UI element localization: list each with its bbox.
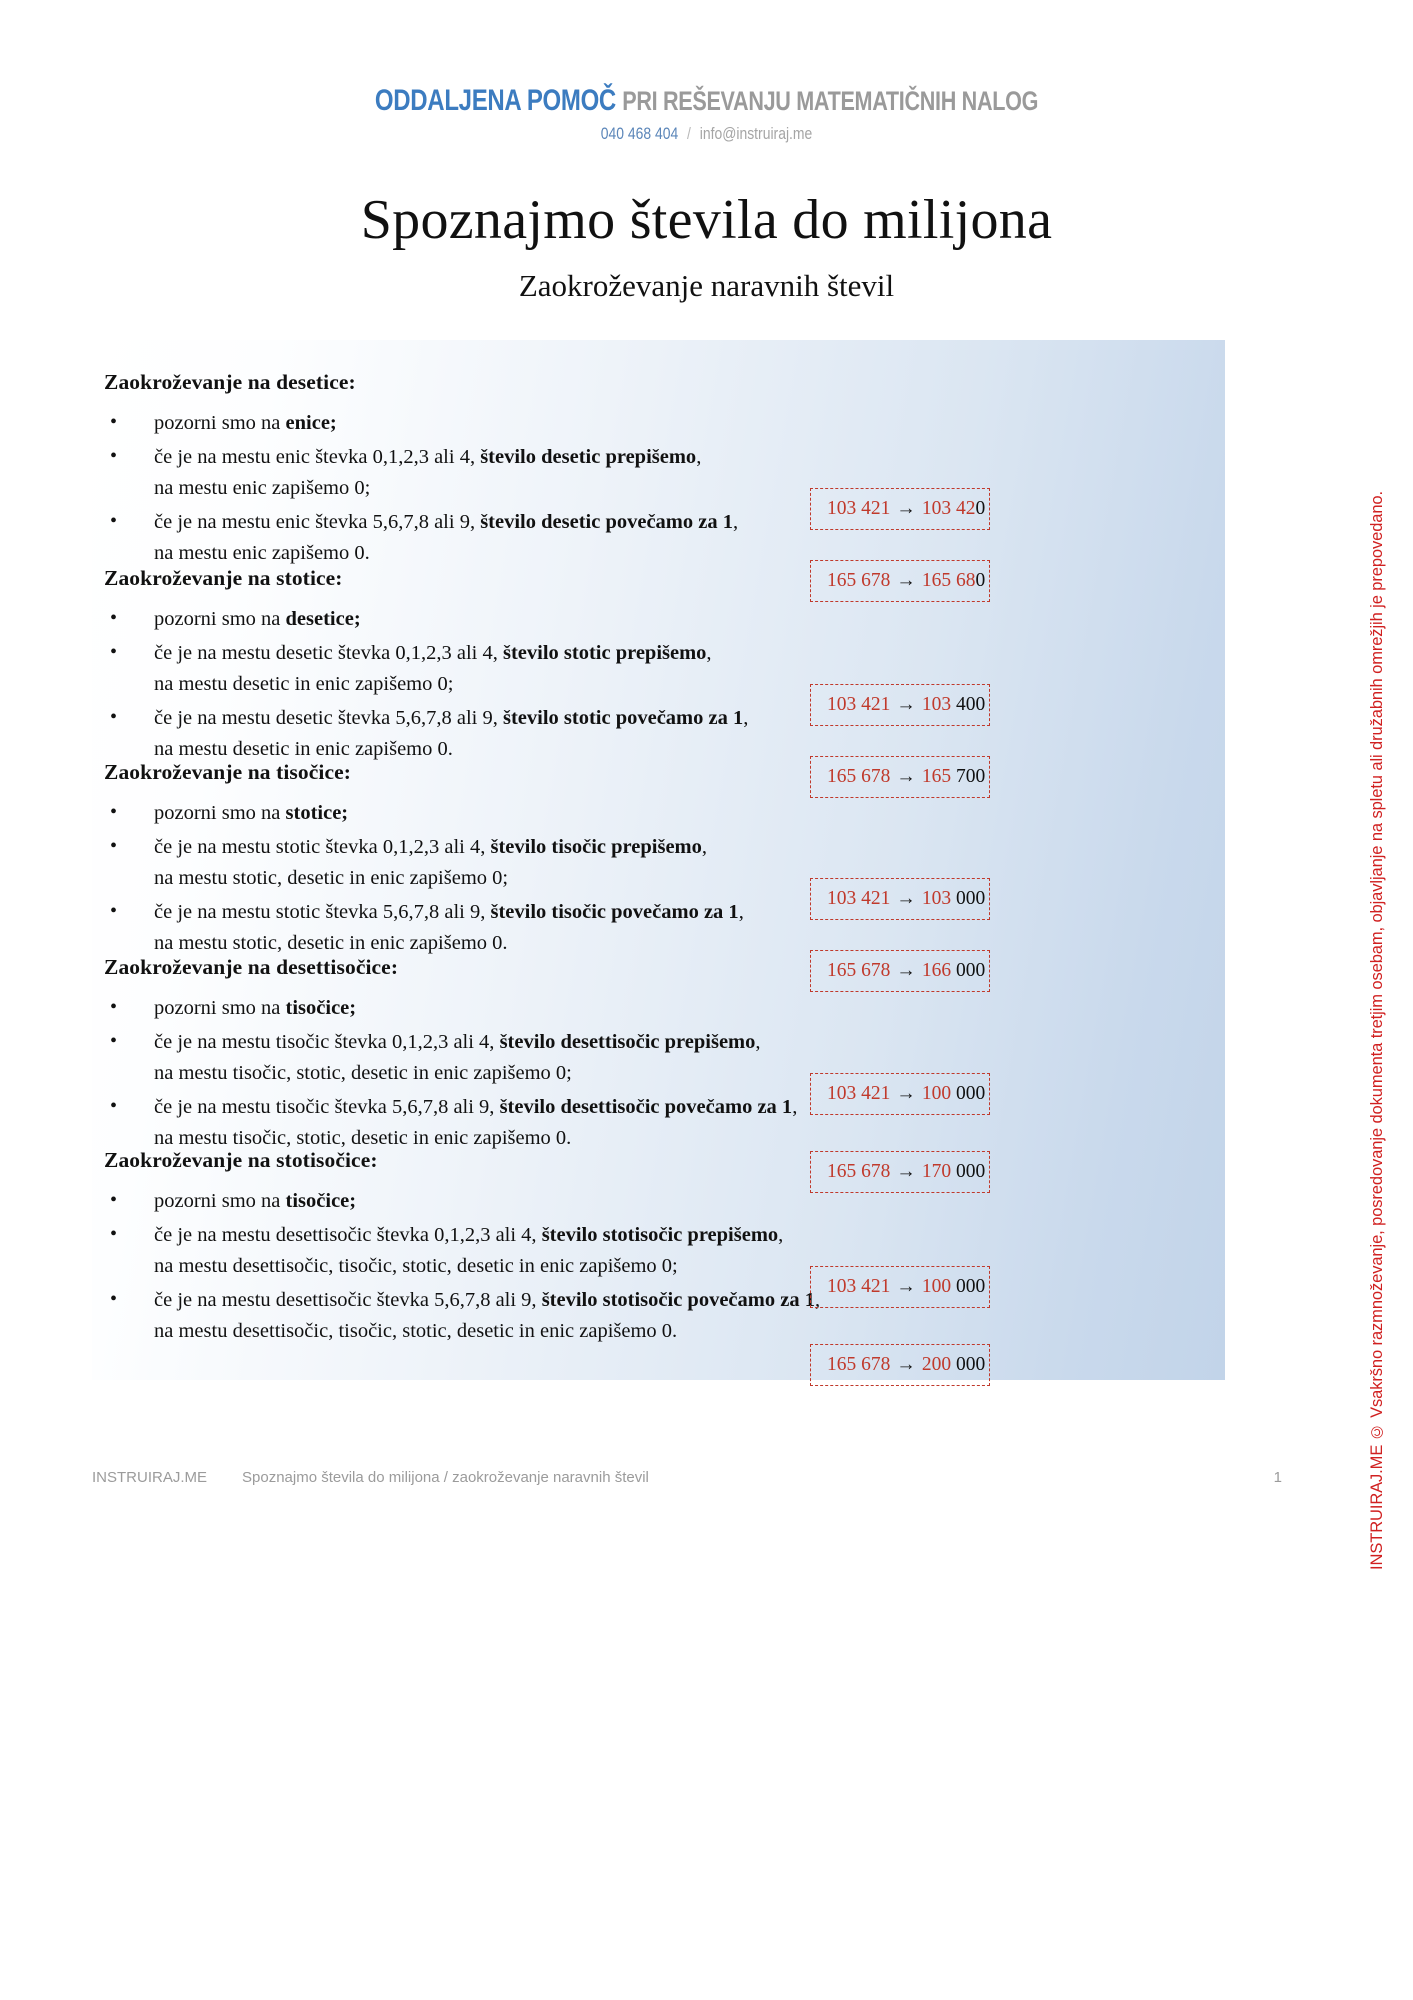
rule-text: , bbox=[732, 511, 739, 533]
example-result-prefix: 100 bbox=[921, 1083, 956, 1104]
example-source-number: 165 678 bbox=[827, 766, 891, 787]
footer-brand: INSTRUIRAJ.ME bbox=[92, 1468, 208, 1486]
example-source-number: 103 421 bbox=[827, 694, 891, 715]
example-box bbox=[810, 488, 990, 530]
rule-emphasis: število desettisočic prepišemo bbox=[499, 1031, 756, 1053]
section-heading: Zaokroževanje na tisočice: bbox=[104, 760, 352, 784]
example-result-rounded-digits: 000 bbox=[956, 1083, 986, 1104]
arrow-icon: → bbox=[896, 960, 916, 981]
rule-text: na mestu desetic in enic zapišemo 0. bbox=[154, 738, 453, 760]
rule-emphasis: stotice; bbox=[285, 802, 349, 824]
rule-item bbox=[104, 1092, 864, 1154]
rule-text: pozorni smo na bbox=[154, 1190, 286, 1212]
example-box bbox=[810, 1344, 990, 1386]
example-result-prefix: 165 68 bbox=[921, 570, 976, 591]
example-source-number: 103 421 bbox=[827, 1276, 891, 1297]
rule-text: , bbox=[696, 446, 702, 468]
rule-item bbox=[104, 507, 864, 569]
rule-section bbox=[104, 370, 864, 572]
rule-item bbox=[104, 408, 864, 439]
rule-text: pozorni smo na bbox=[154, 608, 286, 630]
rule-text: na mestu stotic, desetic in enic zapišemo 0. bbox=[154, 932, 508, 954]
example-result-rounded-digits: 000 bbox=[956, 888, 986, 909]
rule-emphasis: število stotic povečamo za 1 bbox=[502, 707, 744, 729]
rule-text: pozorni smo na bbox=[154, 997, 286, 1019]
rule-section bbox=[104, 1148, 864, 1350]
rule-text: če je na mestu stotic števka 0,1,2,3 ali 4, bbox=[154, 836, 491, 858]
arrow-icon: → bbox=[896, 1276, 916, 1297]
rule-emphasis: število desettisočic povečamo za 1 bbox=[499, 1096, 793, 1118]
example-result-rounded-digits: 0 bbox=[975, 498, 986, 519]
rule-emphasis: število desetic prepišemo bbox=[480, 446, 697, 468]
rule-text: , bbox=[701, 836, 708, 858]
rule-emphasis: število desetic povečamo za 1 bbox=[480, 511, 733, 533]
example-result-rounded-digits: 000 bbox=[956, 1354, 986, 1375]
rule-item bbox=[104, 442, 864, 504]
rule-text: če je na mestu desettisočic števka 5,6,7,8 ali 9, bbox=[154, 1289, 542, 1311]
rule-list bbox=[104, 993, 864, 1154]
rule-text: če je na mestu tisočic števka 5,6,7,8 ali 9, bbox=[154, 1096, 500, 1118]
example-result-rounded-digits: 000 bbox=[956, 1276, 986, 1297]
rule-emphasis: število tisočic povečamo za 1 bbox=[490, 901, 739, 923]
contact-email[interactable]: info@instruiraj.me bbox=[699, 124, 813, 143]
rule-emphasis: število tisočic prepišemo bbox=[490, 836, 702, 858]
section-heading: Zaokroževanje na desettisočice: bbox=[104, 955, 399, 979]
example-box bbox=[810, 684, 990, 726]
rule-item bbox=[104, 798, 864, 829]
brand-line bbox=[141, 84, 1271, 118]
rule-item bbox=[104, 1220, 864, 1282]
section-heading: Zaokroževanje na stotice: bbox=[104, 566, 343, 590]
brand-header bbox=[0, 84, 1413, 144]
arrow-icon: → bbox=[896, 1354, 916, 1375]
rule-text: , bbox=[814, 1289, 821, 1311]
brand-tagline: PRI REŠEVANJU MATEMATIČNIH NALOG bbox=[622, 86, 1039, 116]
rule-item bbox=[104, 638, 864, 700]
rule-text: , bbox=[755, 1031, 761, 1053]
rule-emphasis: število stotic prepišemo bbox=[502, 642, 707, 664]
example-result-rounded-digits: 000 bbox=[956, 960, 986, 981]
rule-list bbox=[104, 604, 864, 765]
rule-emphasis: tisočice; bbox=[285, 997, 357, 1019]
example-result-rounded-digits: 700 bbox=[956, 766, 986, 787]
arrow-icon: → bbox=[896, 888, 916, 909]
example-result-prefix: 103 42 bbox=[921, 498, 976, 519]
rule-item bbox=[104, 703, 864, 765]
example-source-number: 103 421 bbox=[827, 498, 891, 519]
page-title: Spoznajmo števila do milijona bbox=[360, 189, 1053, 251]
rule-text: , bbox=[743, 707, 749, 729]
section-heading: Zaokroževanje na desetice: bbox=[104, 370, 356, 394]
content-root bbox=[92, 340, 1225, 1380]
rule-text: na mestu desettisočic, tisočic, stotic, desetic in enic zapišemo 0. bbox=[154, 1320, 678, 1342]
rule-list bbox=[104, 798, 864, 959]
arrow-icon: → bbox=[896, 766, 916, 787]
rule-item bbox=[104, 1186, 864, 1217]
example-result-prefix: 170 bbox=[921, 1161, 956, 1182]
rule-item bbox=[104, 993, 864, 1024]
rule-text: če je na mestu tisočic števka 0,1,2,3 ali 4, bbox=[154, 1031, 500, 1053]
example-box bbox=[810, 878, 990, 920]
rule-text: če je na mestu desettisočic števka 0,1,2,3 ali 4, bbox=[154, 1224, 542, 1246]
contact-separator: / bbox=[687, 124, 691, 143]
arrow-icon: → bbox=[896, 498, 916, 519]
example-result-prefix: 200 bbox=[921, 1354, 956, 1375]
example-box bbox=[810, 1073, 990, 1115]
arrow-icon: → bbox=[896, 1083, 916, 1104]
rule-emphasis: število stotisočic povečamo za 1 bbox=[541, 1289, 815, 1311]
example-source-number: 103 421 bbox=[827, 888, 891, 909]
rule-emphasis: število stotisočic prepišemo bbox=[541, 1224, 779, 1246]
rule-text: na mestu tisočic, stotic, desetic in enic zapišemo 0; bbox=[154, 1062, 572, 1084]
section-heading: Zaokroževanje na stotisočice: bbox=[104, 1148, 378, 1172]
rule-emphasis: desetice; bbox=[285, 608, 361, 630]
rule-item bbox=[104, 1285, 864, 1347]
rule-item bbox=[104, 604, 864, 635]
rule-text: če je na mestu enic števka 0,1,2,3 ali 4, bbox=[154, 446, 481, 468]
rule-section bbox=[104, 760, 864, 962]
rule-text: na mestu stotic, desetic in enic zapišemo 0; bbox=[154, 867, 509, 889]
rule-text: če je na mestu desetic števka 5,6,7,8 ali 9, bbox=[154, 707, 503, 729]
rule-text: na mestu tisočic, stotic, desetic in enic zapišemo 0. bbox=[154, 1127, 572, 1149]
arrow-icon: → bbox=[896, 694, 916, 715]
rule-section bbox=[104, 955, 864, 1157]
rule-item bbox=[104, 832, 864, 894]
rule-text: , bbox=[738, 901, 744, 923]
rule-section bbox=[104, 566, 864, 768]
rule-text: , bbox=[706, 642, 712, 664]
example-source-number: 165 678 bbox=[827, 960, 891, 981]
example-result-rounded-digits: 400 bbox=[956, 694, 986, 715]
footer-page-number: 1 bbox=[1273, 1468, 1282, 1486]
example-result-rounded-digits: 000 bbox=[956, 1161, 986, 1182]
arrow-icon: → bbox=[896, 1161, 916, 1182]
rule-emphasis: tisočice; bbox=[285, 1190, 357, 1212]
example-result-prefix: 103 bbox=[921, 888, 956, 909]
copyright-vertical-note: INSTRUIRAJ.ME © Vsakršno razmnoževanje, posredovanje dokumenta tretjim osebam, objavljanje na spletu ali družabnih omrežjih je prepovedano. bbox=[1368, 491, 1386, 1570]
contact-line bbox=[127, 124, 1286, 144]
rule-text: , bbox=[792, 1096, 798, 1118]
rule-text: če je na mestu enic števka 5,6,7,8 ali 9, bbox=[154, 511, 481, 533]
example-source-number: 165 678 bbox=[827, 1354, 891, 1375]
arrow-icon: → bbox=[896, 570, 916, 591]
example-result-prefix: 103 bbox=[921, 694, 956, 715]
example-source-number: 165 678 bbox=[827, 1161, 891, 1182]
example-source-number: 165 678 bbox=[827, 570, 891, 591]
rule-text: pozorni smo na bbox=[154, 412, 286, 434]
rule-text: če je na mestu desetic števka 0,1,2,3 ali 4, bbox=[154, 642, 503, 664]
rule-text: na mestu enic zapišemo 0; bbox=[154, 477, 371, 499]
page-subtitle: Zaokroževanje naravnih števil bbox=[518, 268, 895, 303]
example-box bbox=[810, 1266, 990, 1308]
example-result-prefix: 100 bbox=[921, 1276, 956, 1297]
contact-phone[interactable]: 040 468 404 bbox=[600, 124, 679, 143]
rule-text: na mestu desettisočic, tisočic, stotic, desetic in enic zapišemo 0; bbox=[154, 1255, 678, 1277]
footer-title: Spoznajmo števila do milijona / zaokroževanje naravnih števil bbox=[242, 1468, 649, 1486]
rule-item bbox=[104, 1027, 864, 1089]
rule-list bbox=[104, 1186, 864, 1347]
rule-text: na mestu desetic in enic zapišemo 0; bbox=[154, 673, 454, 695]
page-footer bbox=[92, 1462, 1282, 1492]
rule-item bbox=[104, 897, 864, 959]
rule-text: pozorni smo na bbox=[154, 802, 286, 824]
rule-text: če je na mestu stotic števka 5,6,7,8 ali 9, bbox=[154, 901, 491, 923]
rule-text: na mestu enic zapišemo 0. bbox=[154, 542, 370, 564]
rule-text: , bbox=[778, 1224, 784, 1246]
brand-name: ODDALJENA POMOČ bbox=[374, 84, 616, 117]
example-result-rounded-digits: 0 bbox=[975, 570, 986, 591]
example-source-number: 103 421 bbox=[827, 1083, 891, 1104]
rule-emphasis: enice; bbox=[285, 412, 337, 434]
example-result-prefix: 165 bbox=[921, 766, 956, 787]
rule-list bbox=[104, 408, 864, 569]
example-result-prefix: 166 bbox=[921, 960, 956, 981]
